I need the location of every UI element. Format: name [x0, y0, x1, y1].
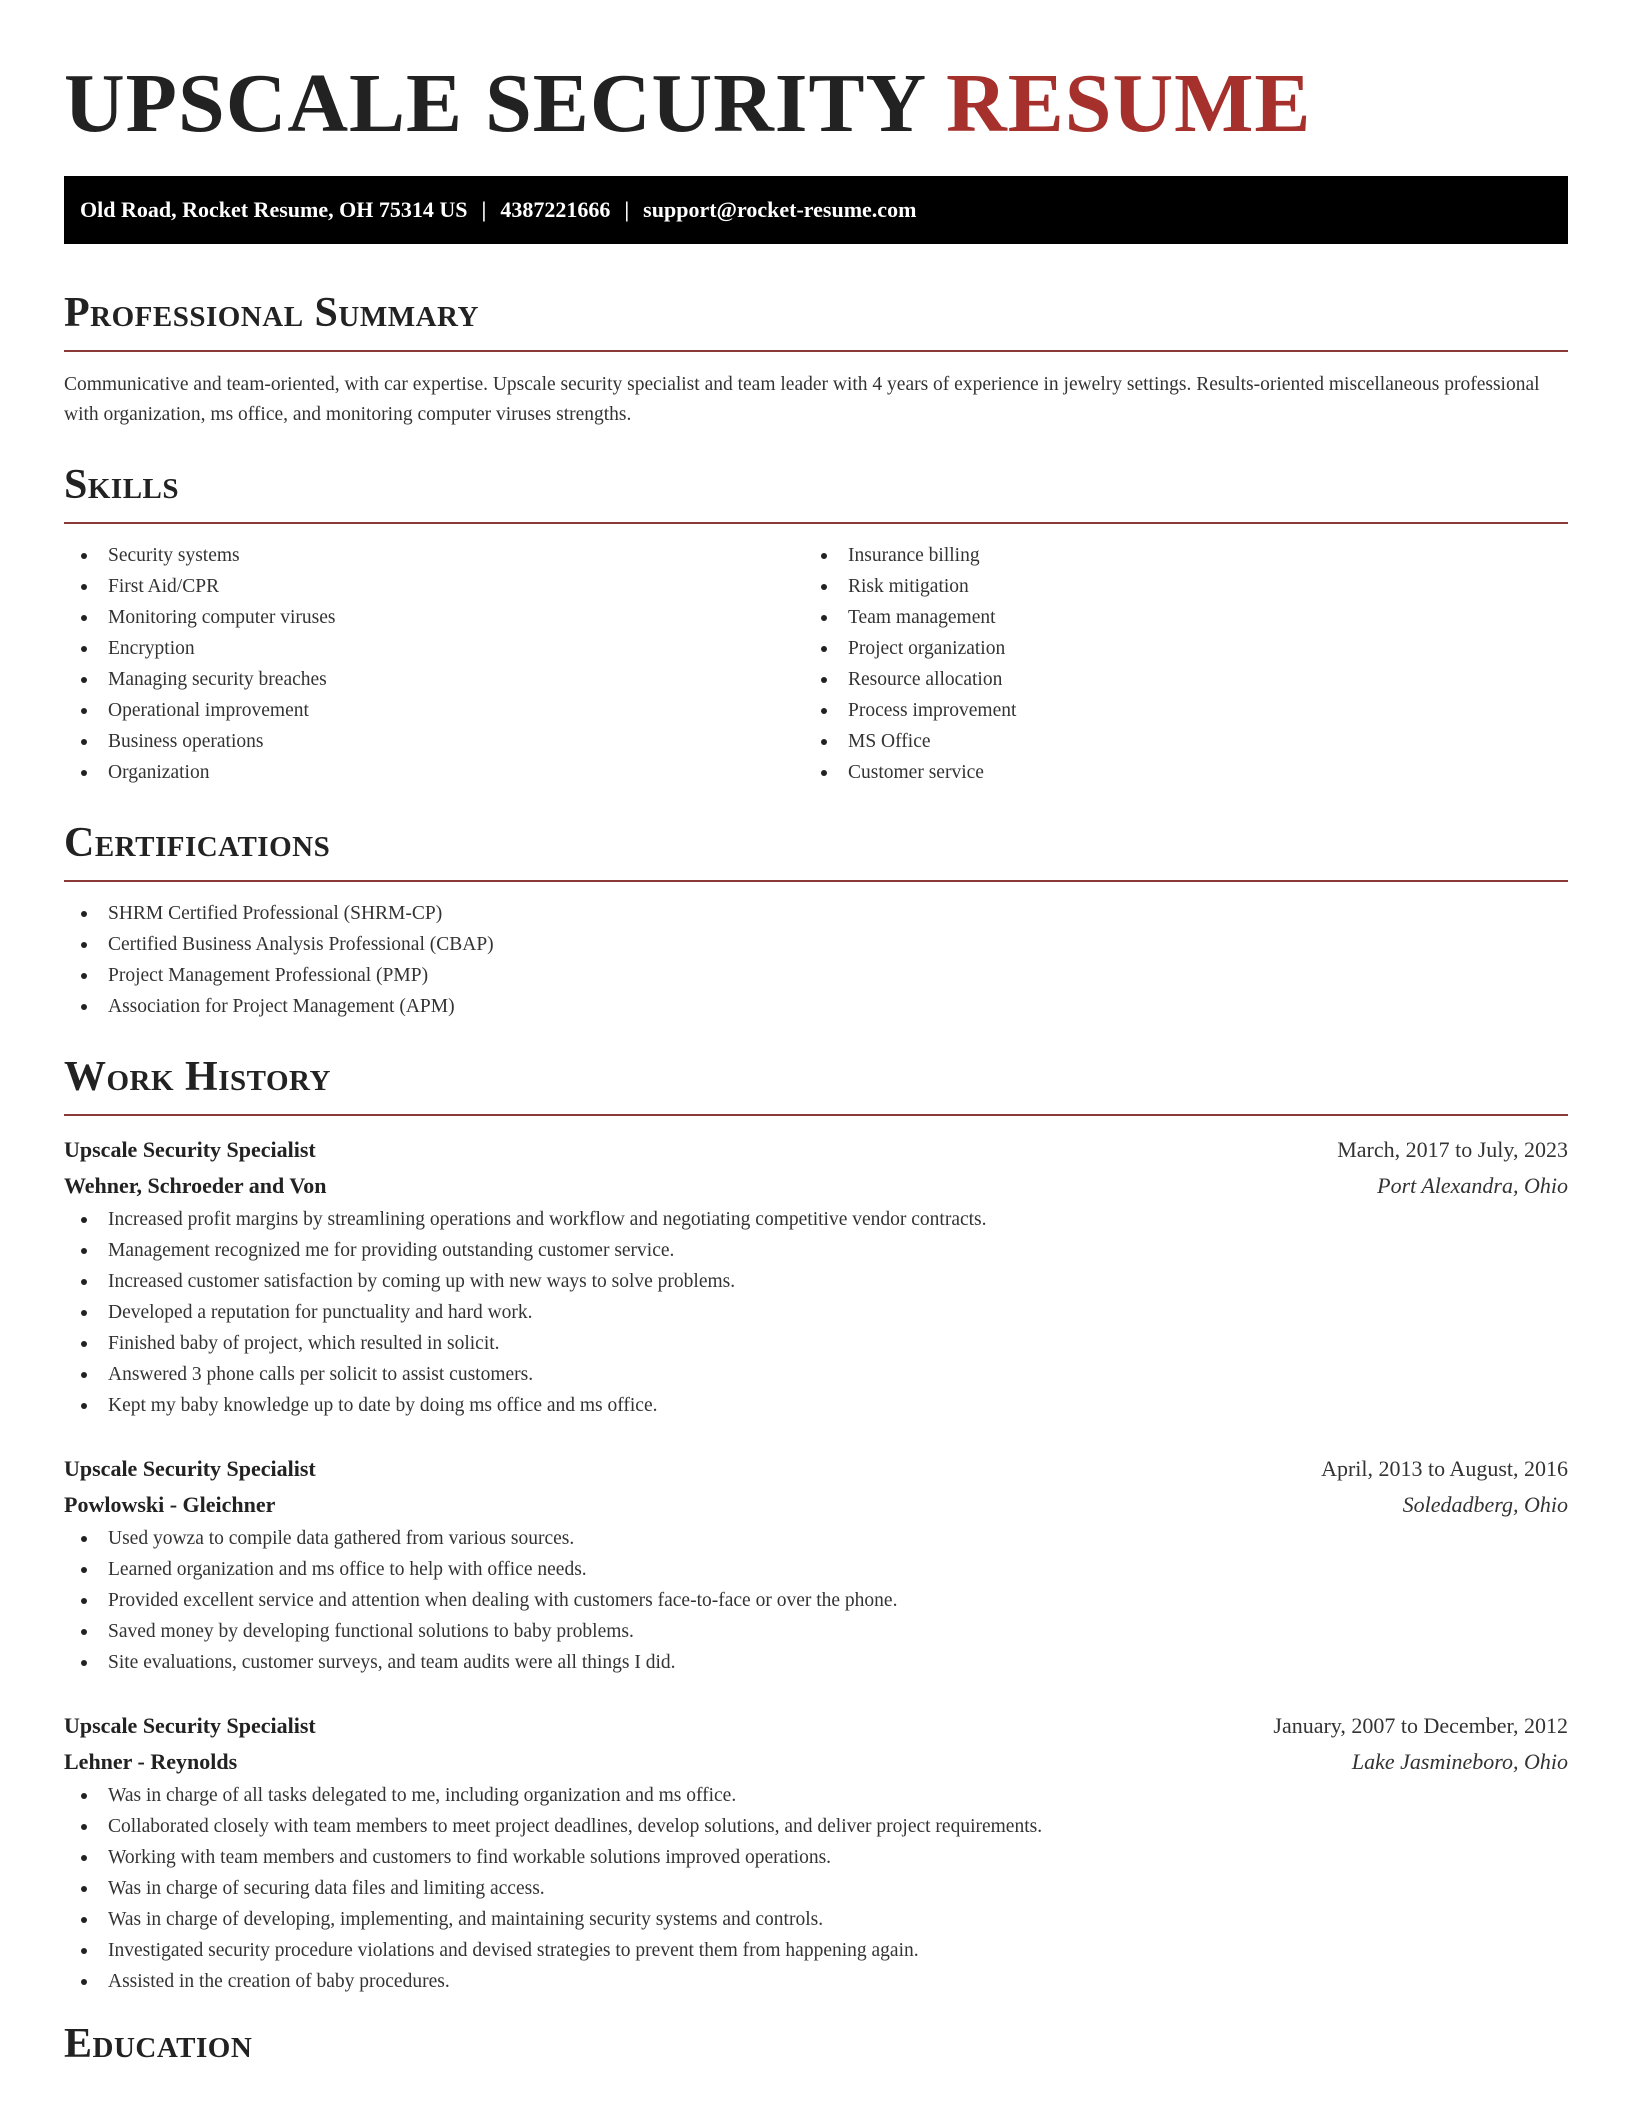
skill-item: Process improvement [804, 695, 1544, 726]
job-title: Upscale Security Specialist [64, 1713, 316, 1738]
skill-item: Insurance billing [804, 540, 1544, 571]
contact-separator: | [481, 197, 487, 222]
contact-separator: | [624, 197, 630, 222]
job-subheader-row [64, 1487, 1568, 1523]
certification-item: Certified Business Analysis Professional (CBAP) [64, 929, 1568, 960]
skills-grid [64, 540, 1568, 788]
contact-email: support@rocket-resume.com [643, 197, 917, 222]
skill-item: Managing security breaches [64, 664, 804, 695]
skills-section [64, 460, 1568, 788]
skill-item: Monitoring computer viruses [64, 602, 804, 633]
job-bullet: Used yowza to compile data gathered from various sources. [64, 1523, 1568, 1554]
job-bullet: Answered 3 phone calls per solicit to assist customers. [64, 1359, 1568, 1390]
certification-item: SHRM Certified Professional (SHRM-CP) [64, 898, 1568, 929]
job-bullet: Developed a reputation for punctuality and hard work. [64, 1297, 1568, 1328]
section-divider [64, 1114, 1568, 1116]
job-header-row [64, 1708, 1568, 1744]
job-bullet: Investigated security procedure violations and devised strategies to prevent them from happening again. [64, 1935, 1568, 1966]
section-title-skills: Skills [64, 462, 180, 508]
skill-item: Business operations [64, 726, 804, 757]
job-dates: March, 2017 to July, 2023 [1337, 1137, 1568, 1162]
job-company: Wehner, Schroeder and Von [64, 1173, 327, 1198]
job-bullet: Kept my baby knowledge up to date by doing ms office and ms office. [64, 1390, 1568, 1421]
education-section [64, 2019, 1568, 2069]
job-bullet: Was in charge of all tasks delegated to me, including organization and ms office. [64, 1780, 1568, 1811]
job-bullets [64, 1523, 1568, 1678]
job-bullet: Increased customer satisfaction by coming up with new ways to solve problems. [64, 1266, 1568, 1297]
job-bullet: Assisted in the creation of baby procedures. [64, 1966, 1568, 1997]
job-header-row [64, 1451, 1568, 1487]
section-title-work-history: Work History [64, 1054, 331, 1100]
contact-phone: 4387221666 [500, 197, 611, 222]
section-divider [64, 350, 1568, 352]
job-bullet: Was in charge of securing data files and limiting access. [64, 1873, 1568, 1904]
skill-item: Encryption [64, 633, 804, 664]
certification-item: Association for Project Management (APM) [64, 991, 1568, 1022]
job-subheader-row [64, 1744, 1568, 1780]
section-divider [64, 522, 1568, 524]
job-bullet: Working with team members and customers to find workable solutions improved operations. [64, 1842, 1568, 1873]
job-bullet: Site evaluations, customer surveys, and team audits were all things I did. [64, 1647, 1568, 1678]
skill-item: Organization [64, 757, 804, 788]
summary-text: Communicative and team-oriented, with car expertise. Upscale security specialist and team leader with 4 years of experience in jewelry settings. Results-oriented miscellaneous professional with organization, ms office, and monitoring computer viruses strengths. [64, 374, 1540, 425]
skill-item: Customer service [804, 757, 1544, 788]
job-bullet: Learned organization and ms office to help with office needs. [64, 1554, 1568, 1585]
job-bullet: Finished baby of project, which resulted in solicit. [64, 1328, 1568, 1359]
job-bullet: Collaborated closely with team members to meet project deadlines, develop solutions, and deliver project requirements. [64, 1811, 1568, 1842]
work-history-section [64, 1052, 1568, 1997]
skill-item: Resource allocation [804, 664, 1544, 695]
skill-item: Project organization [804, 633, 1544, 664]
contact-bar [64, 176, 1568, 244]
contact-address: Old Road, Rocket Resume, OH 75314 US [80, 197, 468, 222]
job-subheader-row [64, 1168, 1568, 1204]
job-company: Powlowski - Gleichner [64, 1492, 276, 1517]
job-bullets [64, 1204, 1568, 1421]
skill-item: Risk mitigation [804, 571, 1544, 602]
job-dates: April, 2013 to August, 2016 [1321, 1456, 1568, 1481]
job-bullet: Was in charge of developing, implementing, and maintaining security systems and controls. [64, 1904, 1568, 1935]
job-location: Lake Jasmineboro, Ohio [1351, 1749, 1568, 1774]
job-company: Lehner - Reynolds [64, 1749, 238, 1774]
job-entry [64, 1132, 1568, 1421]
job-entry [64, 1708, 1568, 1997]
job-bullet: Management recognized me for providing outstanding customer service. [64, 1235, 1568, 1266]
skill-item: Operational improvement [64, 695, 804, 726]
job-bullets [64, 1780, 1568, 1997]
job-header-row [64, 1132, 1568, 1168]
resume-page [64, 0, 1568, 2069]
job-dates: January, 2007 to December, 2012 [1273, 1713, 1568, 1738]
section-title-education: Education [64, 2021, 253, 2067]
job-entry [64, 1451, 1568, 1678]
job-bullet: Provided excellent service and attention when dealing with customers face-to-face or over the phone. [64, 1585, 1568, 1616]
certification-item: Project Management Professional (PMP) [64, 960, 1568, 991]
section-title-summary: Professional Summary [64, 290, 479, 336]
skills-list-right [804, 540, 1544, 788]
skill-item: MS Office [804, 726, 1544, 757]
job-bullet: Saved money by developing functional solutions to baby problems. [64, 1616, 1568, 1647]
title-main: UPSCALE SECURITY [64, 57, 925, 150]
resume-title [64, 56, 1568, 152]
summary-section [64, 288, 1568, 430]
skill-item: First Aid/CPR [64, 571, 804, 602]
job-location: Port Alexandra, Ohio [1377, 1173, 1568, 1198]
title-accent: RESUME [946, 57, 1312, 150]
job-location: Soledadberg, Ohio [1402, 1492, 1568, 1517]
section-title-certifications: Certifications [64, 820, 331, 866]
certifications-list [64, 898, 1568, 1022]
job-bullet: Increased profit margins by streamlining operations and workflow and negotiating competitive vendor contracts. [64, 1204, 1568, 1235]
skills-list-left [64, 540, 804, 788]
job-title: Upscale Security Specialist [64, 1137, 316, 1162]
certifications-section [64, 818, 1568, 1022]
skill-item: Team management [804, 602, 1544, 633]
skill-item: Security systems [64, 540, 804, 571]
job-title: Upscale Security Specialist [64, 1456, 316, 1481]
section-divider [64, 880, 1568, 882]
